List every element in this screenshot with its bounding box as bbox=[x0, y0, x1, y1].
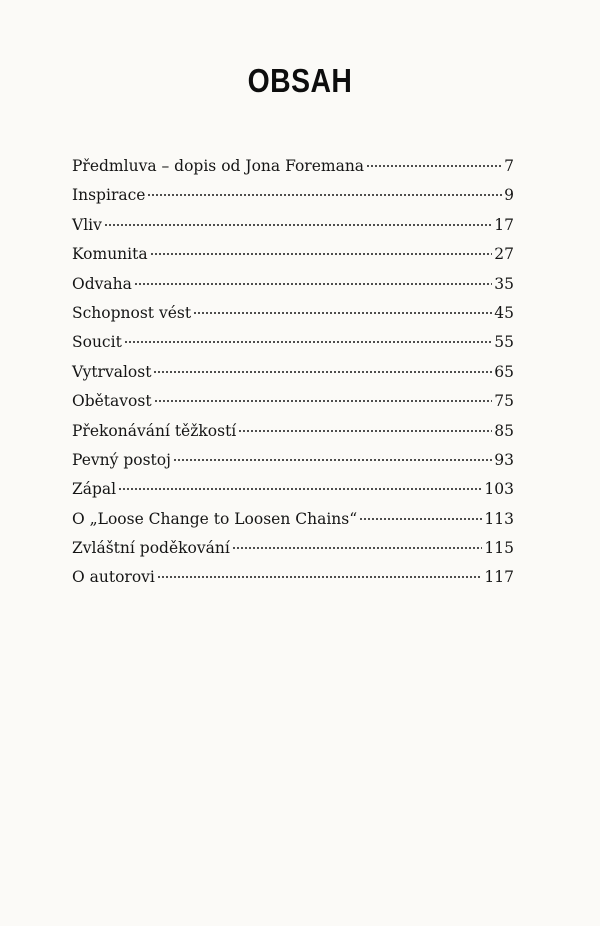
toc-entry-page: 45 bbox=[494, 303, 514, 322]
dot-leader bbox=[150, 253, 493, 255]
toc-entry-page: 117 bbox=[484, 568, 514, 587]
toc-entry-title: Schopnost vést bbox=[72, 303, 192, 322]
toc-entry-title: Obětavost bbox=[72, 392, 152, 411]
toc-entry bbox=[72, 240, 514, 269]
toc-entry-title: Předmluva – dopis od Jona Foremana bbox=[72, 157, 365, 175]
toc-entry bbox=[72, 387, 514, 416]
toc-entry bbox=[72, 358, 514, 387]
toc-entry-page: 55 bbox=[494, 333, 514, 352]
toc-entry-page: 85 bbox=[494, 421, 514, 440]
dot-leader bbox=[157, 576, 483, 578]
toc-entry bbox=[72, 299, 514, 328]
toc-entry-title: Zápal bbox=[72, 480, 117, 499]
dot-leader bbox=[193, 312, 492, 314]
dot-leader bbox=[366, 165, 502, 167]
dot-leader bbox=[359, 518, 482, 520]
toc-entry bbox=[72, 270, 514, 299]
toc-entry-title: O autorovi bbox=[72, 568, 155, 587]
dot-leader bbox=[153, 371, 492, 373]
toc-entry-page: 35 bbox=[494, 274, 514, 293]
toc-entry-title: Pevný postoj bbox=[72, 450, 171, 469]
dot-leader bbox=[232, 547, 483, 549]
toc-entry bbox=[72, 152, 514, 181]
toc-entry bbox=[72, 563, 514, 592]
toc-entry-page: 93 bbox=[494, 450, 514, 469]
toc-entry-title: Soucit bbox=[72, 333, 122, 352]
toc-entry-page: 103 bbox=[484, 480, 514, 499]
dot-leader bbox=[104, 224, 492, 226]
toc-entry-title: Vytrvalost bbox=[72, 362, 152, 381]
toc-entry-page: 113 bbox=[484, 509, 514, 528]
dot-leader bbox=[147, 194, 502, 196]
dot-leader bbox=[124, 341, 492, 343]
dot-leader bbox=[173, 459, 492, 461]
page-title: OBSAH bbox=[247, 62, 353, 99]
toc-entry bbox=[72, 505, 514, 534]
toc-entry-page: 75 bbox=[494, 392, 514, 411]
table-of-contents bbox=[72, 152, 514, 593]
toc-entry-title: O „Loose Change to Loosen Chains“ bbox=[72, 509, 358, 528]
dot-leader bbox=[238, 430, 492, 432]
toc-entry bbox=[72, 417, 514, 446]
toc-entry bbox=[72, 475, 514, 504]
toc-entry-page: 9 bbox=[504, 186, 514, 205]
toc-entry-page: 27 bbox=[494, 245, 514, 264]
toc-entry bbox=[72, 534, 514, 563]
toc-entry bbox=[72, 211, 514, 240]
toc-entry-title: Zvláštní poděkování bbox=[72, 539, 230, 558]
dot-leader bbox=[154, 400, 493, 402]
toc-entry-title: Komunita bbox=[72, 245, 148, 264]
toc-entry-title: Inspirace bbox=[72, 186, 146, 205]
toc-entry-page: 115 bbox=[484, 539, 514, 558]
toc-entry-title: Vliv bbox=[72, 215, 102, 234]
toc-entry-title: Překonávání těžkostí bbox=[72, 421, 237, 440]
toc-entry bbox=[72, 181, 514, 210]
dot-leader bbox=[118, 488, 482, 490]
toc-entry bbox=[72, 446, 514, 475]
toc-entry-page: 7 bbox=[504, 157, 514, 175]
toc-entry-page: 65 bbox=[494, 362, 514, 381]
toc-entry-page: 17 bbox=[494, 215, 514, 234]
toc-entry bbox=[72, 328, 514, 357]
dot-leader bbox=[134, 283, 492, 285]
toc-entry-title: Odvaha bbox=[72, 274, 132, 293]
